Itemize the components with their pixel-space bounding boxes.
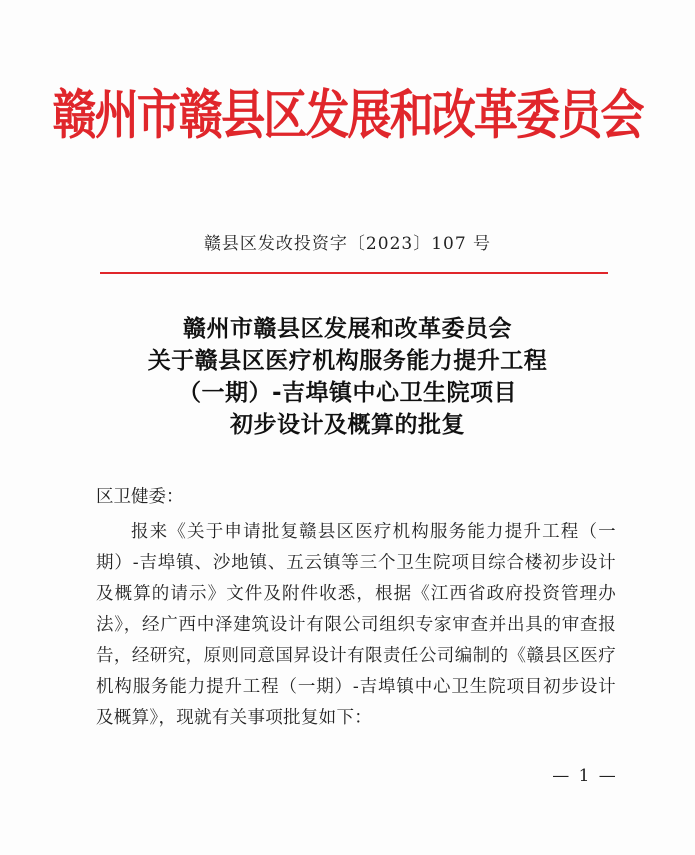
issuing-organization-header: 赣州市赣县区发展和改革委员会 xyxy=(52,83,643,146)
title-line: 赣州市赣县区发展和改革委员会 xyxy=(183,316,512,342)
document-title xyxy=(0,313,695,441)
title-line: 关于赣县区医疗机构服务能力提升工程 xyxy=(147,348,548,374)
body-paragraph: 报来《关于申请批复赣县区医疗机构服务能力提升工程（一期）-吉埠镇、沙地镇、五云镇等三个卫生院项目综合楼初步设计及概算的请示》文件及附件收悉，根据《江西省政府投资管理办法》，经广西中泽建筑设计有限公司组织专家审查并出具的审查报告，经研究，原则同意国昇设计有限责任公司编制的《赣县区医疗机构服务能力提升工程（一期）-吉埠镇中心卫生院项目初步设计及概算》，现就有关事项批复如下： xyxy=(96,522,616,728)
addressee: 区卫健委： xyxy=(96,487,184,507)
title-line: 初步设计及概算的批复 xyxy=(230,412,465,438)
document-number: 赣县区发改投资字〔2023〕107 号 xyxy=(203,234,492,254)
page-number: — 1 — xyxy=(552,766,618,786)
title-line: （一期）-吉埠镇中心卫生院项目 xyxy=(177,380,518,406)
red-divider-line xyxy=(100,272,608,274)
